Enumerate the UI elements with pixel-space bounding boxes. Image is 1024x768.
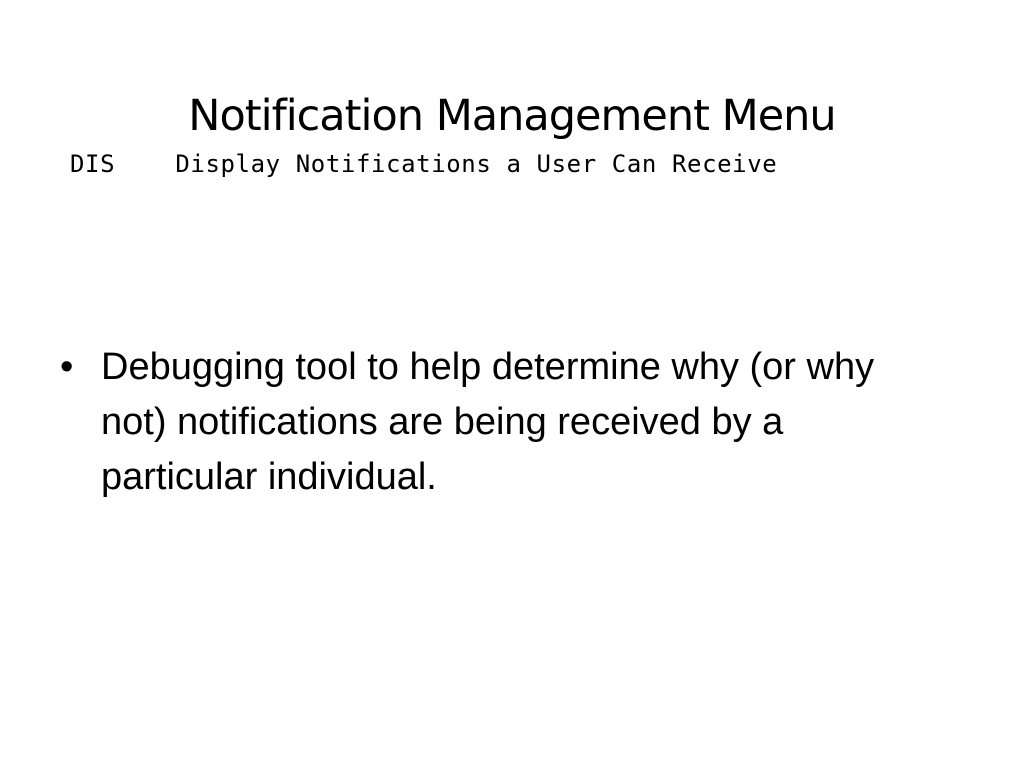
menu-option-description: Display Notifications a User Can Receive: [175, 150, 778, 178]
bullet-text: Debugging tool to help determine why (or why not) notifications are being received by a particular individual.: [101, 346, 875, 498]
menu-option-code: DIS: [70, 150, 116, 178]
slide-subtitle: [70, 148, 970, 180]
bullet-list: [60, 340, 890, 505]
slide-title: Notification Management Menu: [188, 91, 836, 141]
subtitle-spacer: [115, 150, 175, 178]
bullet-item: [60, 340, 890, 505]
bullet-icon: •: [60, 346, 74, 388]
